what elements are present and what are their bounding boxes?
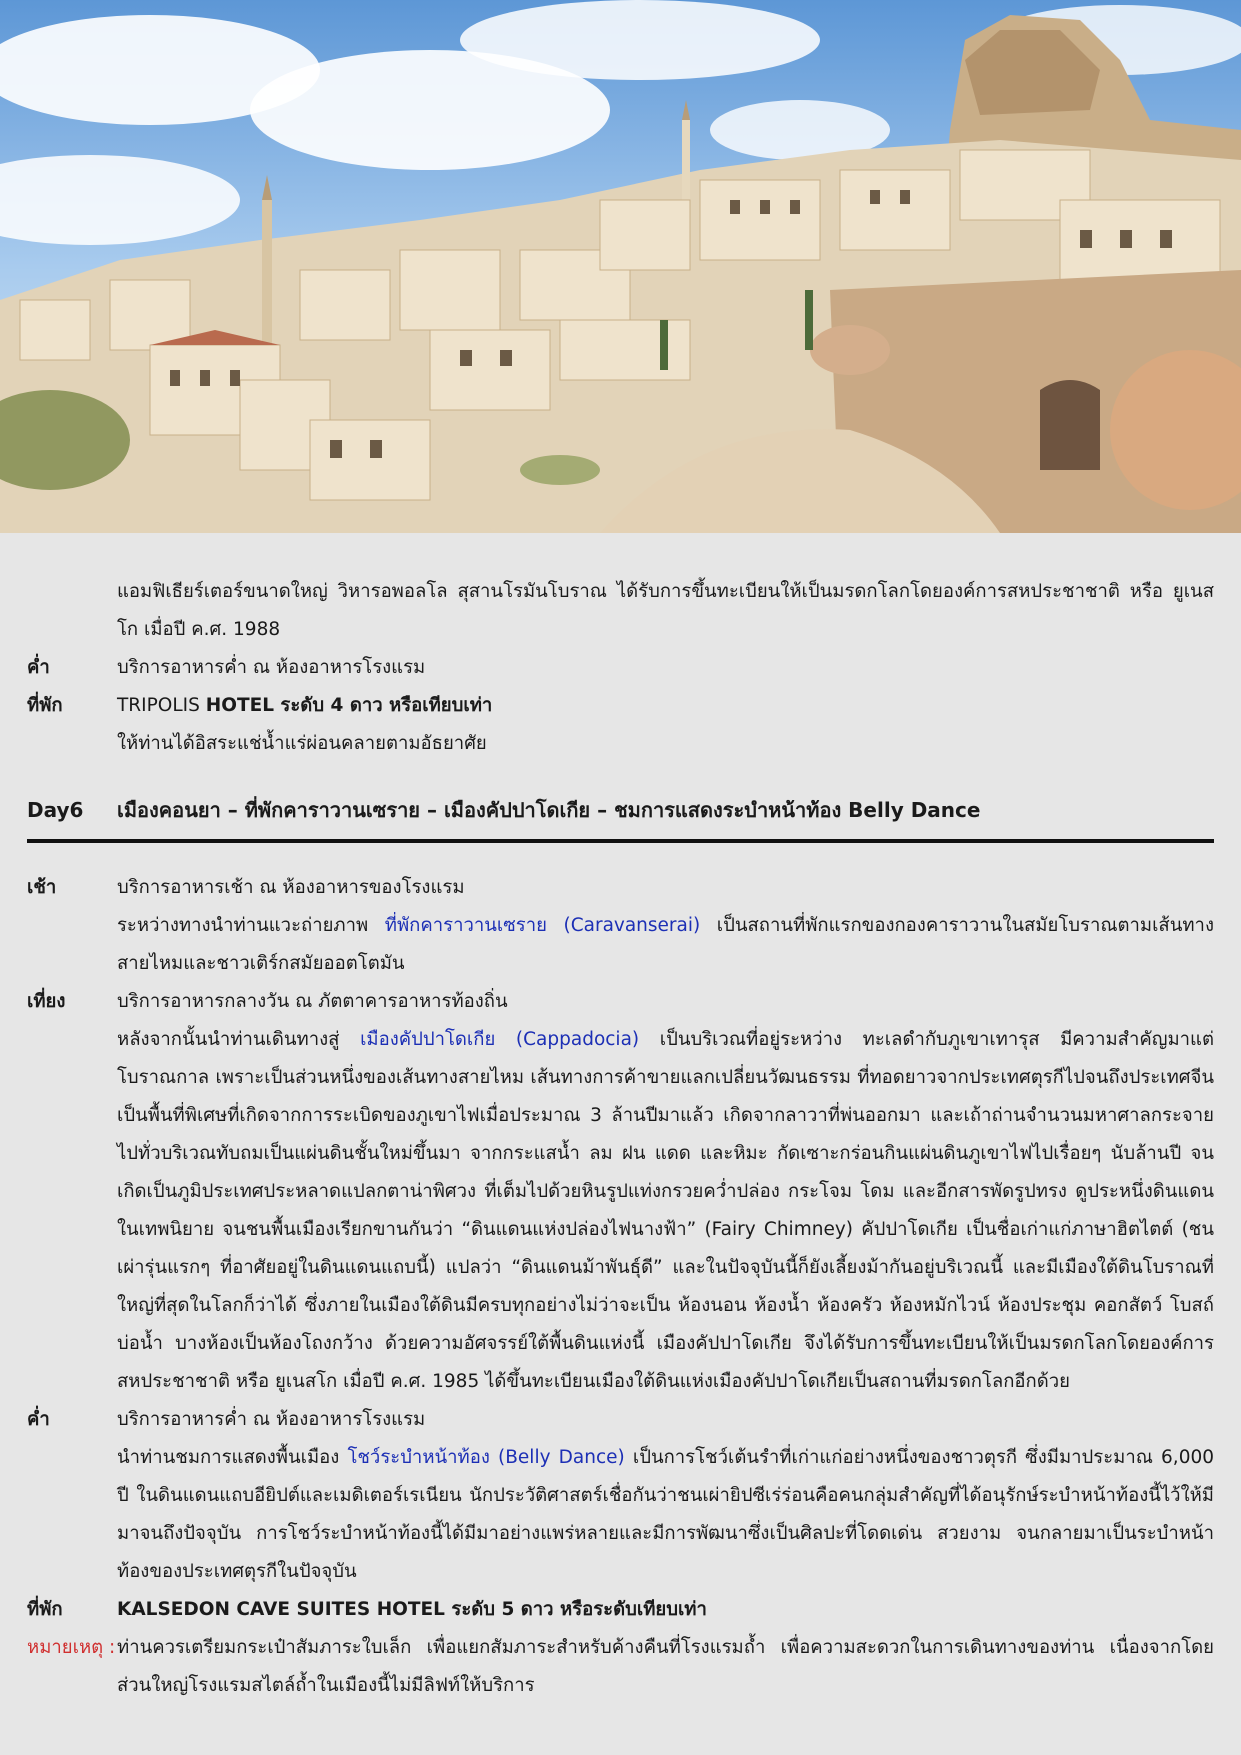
capp-post: เป็นบริเวณที่อยู่ระหว่าง ทะเลดำกับภูเขาเทารุส มีความสำคัญมาแต่โบราณกาล เพราะเป็นส่วนหนึ่งของเส้นทางสายไหม เส้นทางการค้าขายแลกเปลี่ยนวัฒนธรรม ที่ทอดยาวจากประเทศตุรกีไปจนถึงประเทศจีน เป็นพื้นที่พิเศษที่เกิดจากการระเบิดของภูเขาไฟเมื่อประมาณ 3 ล้านปีมาแล้ว เกิดจากลาวาที่พ่นออกมา และเถ้าถ่านจำนวนมหาศาลกระจายไปทั่วบริเวณทับถมเป็นแผ่นดินชั้นใหม่ขึ้นมา จากกระแสน้ำ ลม ฝน แดด และหิมะ กัดเซาะกร่อนกินแผ่นดินภูเขาไฟไปเรื่อยๆ นับล้านปี จนเกิดเป็นภูมิประเทศประหลาดแปลกตาน่าพิศวง ที่เต็มไปด้วยหินรูปแท่งกรวยคว่ำปล่อง กระโจม โดม และอีกสารพัดรูปทรง ดูประหนึ่งดินแดนในเทพนิยาย จนชนพื้นเมืองเรียกขานกันว่า “ดินแดนแห่งปล่องไฟนางฟ้า” (Fairy Chimney) คัปปาโดเกีย เป็นชื่อเก่าแก่ภาษาฮิตไตต์ (ชนเผ่ารุ่นแรกๆ ที่อาศัยอยู่ในดินแดนแถบนี้) แปลว่า “ดินแดนม้าพันธุ์ดี” และในปัจจุบันนี้ก็ยังเลี้ยงม้ากันอยู่บริเวณนี้ และมีเมืองใต้ดินโบราณที่ใหญ่ที่สุดในโลกก็ว่าได้ ซึ่งภายในเมืองใต้ดินมีครบทุกอย่างไม่ว่าจะเป็น ห้องนอน ห้องน้ำ ห้องครัว ห้องหมักไวน์ ห้องประชุม คอกสัตว์ โบสถ์ บ่อน้ำ บางห้องเป็นห้องโถงกว้าง ด้วยความอัศจรรย์ใต้พื้นดินแห่งนี้ เมืองคัปปาโดเกีย จึงได้รับการขึ้นทะเบียนให้เป็นมรดกโลกโดยองค์การสหประชาชาติ หรือ ยูเนสโก เมื่อปี ค.ศ. 1985 ได้ขึ้นทะเบียนเมืองใต้ดินแห่งเมืองคัปปาโดเกียเป็นสถานที่มรดกโลกอีกด้วย	[117, 1029, 1214, 1392]
dinner-row-top	[27, 649, 1214, 687]
note-row	[27, 1629, 1214, 1705]
breakfast-row	[27, 869, 1214, 907]
lunch-row	[27, 983, 1214, 1021]
dinner-row	[27, 1401, 1214, 1439]
dinner-label-day6: ค่ำ	[27, 1409, 50, 1430]
belly-dance-row	[27, 1439, 1214, 1591]
day6-label: Day6	[27, 798, 84, 822]
belly-dance-text	[117, 1439, 1214, 1591]
breakfast-text: บริการอาหารเช้า ณ ห้องอาหารของโรงแรม	[117, 877, 465, 898]
intro-text: แอมฟิเธียร์เตอร์ขนาดใหญ่ วิหารอพอลโล สุสานโรมันโบราณ ได้รับการขึ้นทะเบียนให้เป็นมรดกโลกโดยองค์การสหประชาชาติ หรือ ยูเนสโก เมื่อปี ค.ศ. 1988	[117, 581, 1214, 640]
caravanserai-text	[117, 907, 1214, 983]
hero-photo	[0, 0, 1241, 533]
caravan-pre: ระหว่างทางนำท่านแวะถ่ายภาพ	[117, 915, 385, 936]
cappadocia-row	[27, 1021, 1214, 1401]
hotel-row-top	[27, 687, 1214, 725]
intro-row	[27, 573, 1214, 649]
day6-title: เมืองคอนยา – ที่พักคาราวานเซราย – เมืองคัปปาโดเกีย – ชมการแสดงระบำหน้าท้อง Belly Dance	[117, 798, 981, 822]
capp-pre: หลังจากนั้นนำท่านเดินทางสู่	[117, 1029, 361, 1050]
hotel-rating: HOTEL ระดับ 4 ดาว หรือเทียบเท่า	[205, 695, 493, 716]
belly-dance-highlight: โชว์ระบำหน้าท้อง (Belly Dance)	[347, 1447, 625, 1468]
note-text: ท่านควรเตรียมกระเป๋าสัมภาระใบเล็ก เพื่อแยกสัมภาระสำหรับค้างคืนที่โรงแรมถ้ำ เพื่อความสะดวกในการเดินทางของท่าน เนื่องจากโดยส่วนใหญ่โรงแรมสไตล์ถ้ำในเมืองนี้ไม่มีลิฟท์ให้บริการ	[117, 1637, 1214, 1696]
breakfast-label: เช้า	[27, 877, 57, 898]
hotel-name: TRIPOLIS	[117, 695, 200, 716]
belly-pre: นำท่านชมการแสดงพื้นเมือง	[117, 1447, 348, 1468]
caravanserai-highlight: ที่พักคาราวานเซราย (Caravanserai)	[384, 915, 701, 936]
cappadocia-highlight: เมืองคัปปาโดเกีย (Cappadocia)	[360, 1029, 640, 1050]
hotel-label-day6: ที่พัก	[27, 1599, 63, 1620]
day6-heading	[27, 791, 1214, 843]
caravanserai-row	[27, 907, 1214, 983]
hotel-text	[117, 687, 1214, 725]
dinner-text: บริการอาหารค่ำ ณ ห้องอาหารโรงแรม	[117, 657, 426, 678]
hotel-row-day6	[27, 1591, 1214, 1629]
dinner-text-day6: บริการอาหารค่ำ ณ ห้องอาหารโรงแรม	[117, 1409, 426, 1430]
hotel-note: ให้ท่านได้อิสระแช่น้ำแร่ผ่อนคลายตามอัธยาศัย	[117, 733, 487, 754]
dinner-label: ค่ำ	[27, 657, 50, 678]
hotel-label: ที่พัก	[27, 695, 63, 716]
cappadocia-village-photo	[0, 0, 1241, 533]
itinerary-content	[0, 533, 1241, 1705]
note-label: หมายเหตุ :	[27, 1637, 116, 1658]
lunch-label: เที่ยง	[27, 991, 66, 1012]
hotel-note-row	[27, 725, 1214, 763]
hotel-text-day6: KALSEDON CAVE SUITES HOTEL ระดับ 5 ดาว หรือระดับเทียบเท่า	[117, 1599, 707, 1620]
belly-post: เป็นการโชว์เต้นรำที่เก่าแก่อย่างหนึ่งของชาวตุรกี ซึ่งมีมาประมาณ 6,000 ปี ในดินแดนแถบอียิปต์และเมดิเตอร์เรเนียน นักประวัติศาสตร์เชื่อกันว่าชนเผ่ายิปซีเร่ร่อนคือคนกลุ่มสำคัญที่ได้อนุรักษ์ระบำหน้าท้องนี้ไว้ให้มีมาจนถึงปัจจุบัน การโชว์ระบำหน้าท้องนี้ได้มีมาอย่างแพร่หลายและมีการพัฒนาซึ่งเป็นศิลปะที่โดดเด่น สวยงาม จนกลายมาเป็นระบำหน้าท้องของประเทศตุรกีในปัจจุบัน	[117, 1447, 1214, 1582]
lunch-text: บริการอาหารกลางวัน ณ ภัตตาคารอาหารท้องถิ่น	[117, 991, 508, 1012]
cappadocia-text	[117, 1021, 1214, 1401]
caravan-post: เป็นสถานที่พักแรกของกองคาราวานในสมัยโบราณตามเส้นทางสายไหมและชาวเติร์กสมัยออตโตมัน	[117, 915, 1214, 974]
